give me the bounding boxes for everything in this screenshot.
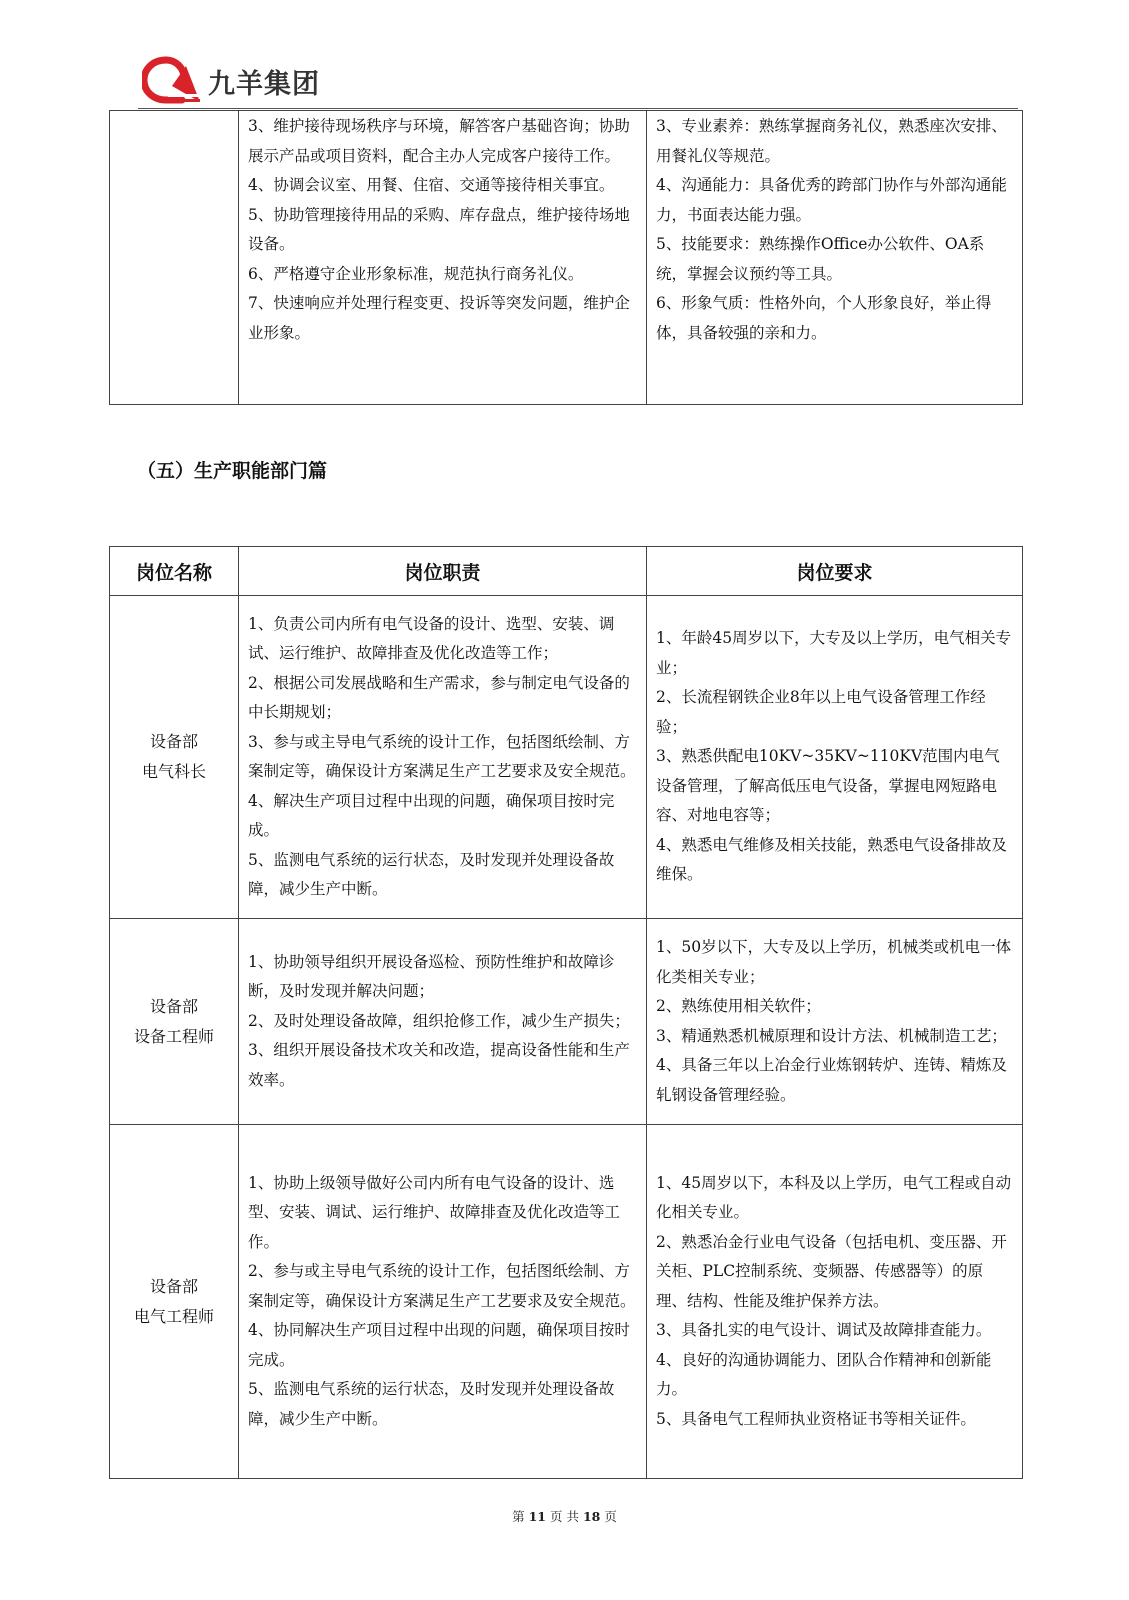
duties-cell [239, 1125, 647, 1479]
requirement-item: 4、熟悉电气维修及相关技能，熟悉电气设备排故及维保。 [656, 835, 1007, 884]
table-row [110, 111, 1023, 405]
duty-item: 4、协调会议室、用餐、住宿、交通等接待相关事宜。 [248, 176, 615, 194]
duty-item: 6、严格遵守企业形象标准，规范执行商务礼仪。 [248, 264, 584, 283]
duty-item: 7、快速响应并处理行程变更、投诉等突发问题，维护企业形象。 [248, 294, 630, 342]
position-title: 设备工程师 [133, 1026, 214, 1046]
position-dept: 设备部 [149, 1276, 198, 1296]
requirements-cell [647, 919, 1023, 1125]
footer-suffix: 页 [604, 1509, 617, 1524]
duties-cell [239, 111, 647, 405]
requirement-item: 2、熟悉冶金行业电气设备（包括电机、变压器、开关柜、PLC控制系统、变频器、传感器等）的原理、结构、性能及维护保养方法。 [656, 1232, 1007, 1310]
duty-item: 4、协同解决生产项目过程中出现的问题，确保项目按时完成。 [248, 1321, 630, 1369]
requirement-item: 4、良好的沟通协调能力、团队合作精神和创新能力。 [656, 1350, 992, 1399]
requirements-cell [647, 1125, 1023, 1479]
duty-item: 5、监测电气系统的运行状态，及时发现并处理设备故障，减少生产中断。 [248, 850, 615, 898]
position-title: 电气工程师 [133, 1306, 214, 1326]
page-number: 11 [528, 1509, 547, 1524]
duty-item: 1、协助上级领导做好公司内所有电气设备的设计、选型、安装、调试、运行维护、故障排查及优化改造等工作。 [248, 1173, 621, 1251]
page-total: 18 [582, 1509, 601, 1524]
position-name-cell [110, 596, 239, 919]
positions-table [109, 546, 1023, 1479]
requirement-item: 4、具备三年以上冶金行业炼钢转炉、连铸、精炼及轧钢设备管理经验。 [656, 1056, 1007, 1104]
requirement-item: 3、具备扎实的电气设计、调试及故障排查能力。 [656, 1321, 992, 1340]
duty-item: 2、及时处理设备故障，组织抢修工作，减少生产损失； [248, 1011, 630, 1030]
table-row [110, 1125, 1023, 1479]
page-footer [0, 1507, 1129, 1525]
jiuyang-group-logo-icon [142, 56, 202, 106]
name-cell-empty [110, 111, 239, 405]
requirement-item: 1、45周岁以下，本科及以上学历，电气工程或自动化相关专业。 [656, 1173, 1012, 1222]
duty-item: 5、监测电气系统的运行状态，及时发现并处理设备故障，减少生产中断。 [248, 1380, 615, 1428]
requirement-item: 1、50岁以下，大专及以上学历，机械类或机电一体化类相关专业； [656, 938, 1012, 986]
position-title: 电气科长 [141, 762, 206, 781]
brand-name: 九羊集团 [208, 69, 320, 100]
duty-item: 5、协助管理接待用品的采购、库存盘点，维护接待场地设备。 [248, 205, 630, 253]
requirement-item: 6、形象气质：性格外向，个人形象良好，举止得体，具备较强的亲和力。 [656, 294, 992, 342]
requirement-item: 3、精通熟悉机械原理和设计方法、机械制造工艺； [656, 1026, 1007, 1045]
duty-item: 2、参与或主导电气系统的设计工作，包括图纸绘制、方案制定等，确保设计方案满足生产工艺要求及安全规范。 [248, 1262, 636, 1310]
duty-item: 3、参与或主导电气系统的设计工作，包括图纸绘制、方案制定等，确保设计方案满足生产工艺要求及安全规范。 [248, 732, 636, 780]
requirement-item: 3、熟悉供配电10KV~35KV~110KV范围内电气设备管理，了解高低压电气设备，掌握电网短路电容、对地电容等； [656, 747, 1000, 825]
duty-item: 1、协助领导组织开展设备巡检、预防性维护和故障诊断，及时发现并解决问题； [248, 952, 615, 1001]
duty-item: 3、维护接待现场秩序与环境，解答客户基础咨询；协助展示产品或项目资料，配合主办人完成客户接待工作。 [248, 117, 630, 165]
duty-item: 2、根据公司发展战略和生产需求，参与制定电气设备的中长期规划； [248, 673, 630, 721]
footer-prefix: 第 [512, 1509, 525, 1524]
table-row [110, 919, 1023, 1125]
section-heading: （五）生产职能部门篇 [137, 460, 328, 482]
requirement-item: 4、沟通能力：具备优秀的跨部门协作与外部沟通能力，书面表达能力强。 [656, 176, 1007, 224]
continuation-table [109, 110, 1023, 405]
header-position-duties: 岗位职责 [239, 547, 647, 596]
page-header [138, 52, 1018, 108]
footer-middle: 页 共 [550, 1509, 579, 1524]
requirement-item: 5、技能要求：熟练操作Office办公软件、OA系统，掌握会议预约等工具。 [656, 235, 985, 283]
requirement-item: 3、专业素养：熟练掌握商务礼仪，熟悉座次安排、用餐礼仪等规范。 [656, 117, 1007, 165]
header-divider [138, 108, 1018, 109]
header-position-name: 岗位名称 [110, 547, 239, 596]
position-dept: 设备部 [149, 996, 198, 1016]
duties-cell [239, 596, 647, 919]
requirement-item: 2、长流程钢铁企业8年以上电气设备管理工作经验； [656, 688, 986, 736]
header-position-requirements: 岗位要求 [647, 547, 1023, 596]
requirement-item: 2、熟练使用相关软件； [656, 997, 821, 1015]
requirement-item: 1、年龄45周岁以下，大专及以上学历，电气相关专业； [656, 629, 1012, 677]
duties-cell [239, 919, 647, 1125]
duty-item: 3、组织开展设备技术攻关和改造，提高设备性能和生产效率。 [248, 1041, 630, 1089]
position-name-cell [110, 919, 239, 1125]
requirements-cell [647, 596, 1023, 919]
requirements-cell [647, 111, 1023, 405]
duty-item: 4、解决生产项目过程中出现的问题，确保项目按时完成。 [248, 791, 615, 839]
table-header-row [110, 547, 1023, 596]
table-row [110, 596, 1023, 919]
position-dept: 设备部 [149, 732, 198, 751]
duty-item: 1、负责公司内所有电气设备的设计、选型、安装、调试、运行维护、故障排查及优化改造等工作； [248, 614, 615, 662]
position-name-cell [110, 1125, 239, 1479]
requirement-item: 5、具备电气工程师执业资格证书等相关证件。 [656, 1409, 976, 1428]
